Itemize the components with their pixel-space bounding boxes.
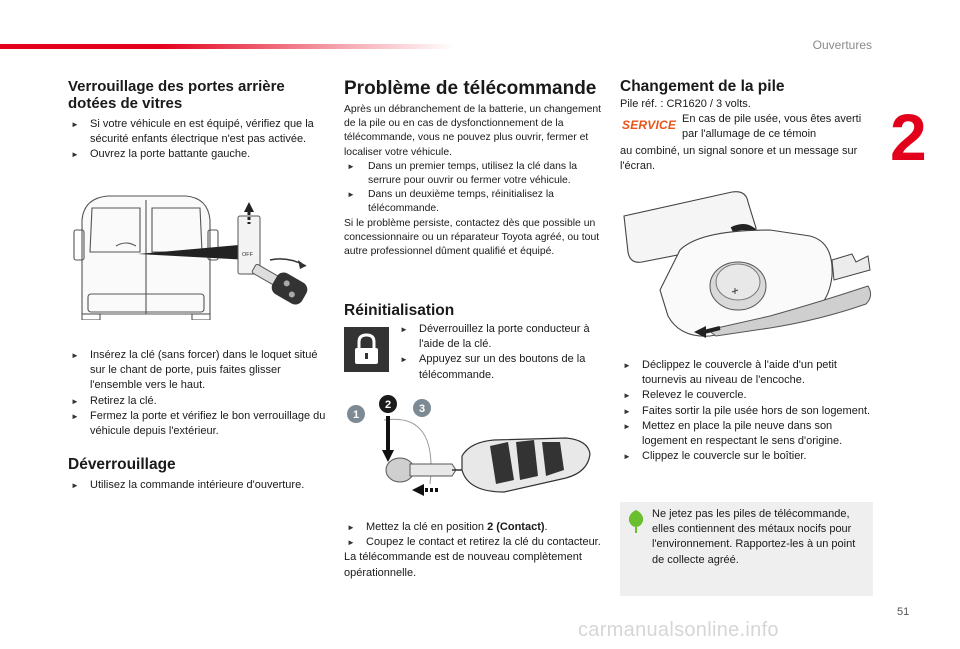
list-item: ► Dans un premier temps, utilisez la clé dans la serrure pour ouvrir ou fermer votre véhicule. xyxy=(344,160,602,188)
off-label: OFF xyxy=(242,252,253,258)
list-item: ► Ouvrez la porte battante gauche. xyxy=(68,147,326,162)
outro-paragraph: Si le problème persiste, contactez dès que possible un concessionnaire ou un réparateur Toyota agréé, ou tout autre professionnel dûment qualifié et équipé. xyxy=(344,217,600,258)
list-item: ► Insérez la clé (sans forcer) dans le loquet situé sur le chant de porte, puis faites glisser l'ensemble vers le haut. xyxy=(68,348,326,394)
reset-final-text xyxy=(344,520,602,581)
list-item: ► Si votre véhicule en est équipé, vérifiez que la sécurité enfants électrique n'est pas activée. xyxy=(68,117,326,147)
battery-steps xyxy=(620,358,875,464)
list-item: ► Utilisez la commande intérieure d'ouverture. xyxy=(68,478,326,493)
step-2-label: 2 xyxy=(384,399,392,411)
list-item: ► Faites sortir la pile usée hors de son logement. xyxy=(620,404,875,419)
list-item: ► Coupez le contact et retirez la clé du contacteur. xyxy=(344,535,602,550)
bullet-prefix: Mettez la clé en position xyxy=(366,521,488,533)
key-insert-steps xyxy=(68,348,326,439)
service-text: En cas de pile usée, vous êtes averti par l'allumage de ce témoin xyxy=(682,113,862,141)
list-item: ► Dans un deuxième temps, réinitialisez la télécommande. xyxy=(344,188,602,216)
section-heading-rear-doors xyxy=(68,78,328,112)
step-1-label: 1 xyxy=(352,409,360,421)
bullet-suffix: . xyxy=(544,521,548,533)
section-heading-battery: Changement de la pile xyxy=(620,78,785,95)
step-3-label: 3 xyxy=(418,403,426,415)
list-item: ► Retirez la clé. xyxy=(68,394,326,409)
list-item: ► Appuyez sur un des boutons de la télécommande. xyxy=(397,352,602,382)
remote-battery-illustration xyxy=(620,190,875,340)
leaf-icon xyxy=(626,508,646,534)
chapter-number: 2 xyxy=(890,100,927,174)
final-paragraph: La télécommande est de nouveau complètement opérationnelle. xyxy=(344,551,582,579)
section-heading-remote-problem: Problème de télécommande xyxy=(344,78,597,99)
bullet-bold: 2 (Contact) xyxy=(487,521,545,533)
list-item: ► Déverrouillez la porte conducteur à l'aide de la clé. xyxy=(397,322,602,352)
van-rear-lock-illustration xyxy=(68,190,330,320)
rear-door-steps xyxy=(68,117,326,163)
remote-problem-text xyxy=(344,103,602,259)
service-text-cont: au combiné, un signal sonore et un message sur l'écran. xyxy=(620,145,858,173)
intro-paragraph: Après un débranchement de la batterie, un changement de la pile ou en cas de dysfonctionnement de la télécommande, vous ne pouvez plus ouvrir, fermer et localiser votre véhicule. xyxy=(344,104,602,158)
battery-ref: Pile réf. : CR1620 / 3 volts. xyxy=(620,98,751,110)
reset-steps xyxy=(397,322,602,383)
header-accent-bar xyxy=(0,44,455,49)
service-warning-icon: SERVICE xyxy=(622,118,677,132)
list-item: ► Mettez en place la pile neuve dans son logement en respectant le sens d'origine. xyxy=(620,419,875,449)
ignition-key-illustration xyxy=(344,392,602,510)
environment-tip-text: Ne jetez pas les piles de télécommande, elles contiennent des métaux nocifs pour l'environnement. Rapportez-les à un point de collecte agréé. xyxy=(652,508,856,566)
watermark: carmanualsonline.info xyxy=(578,619,779,641)
list-item xyxy=(344,520,602,535)
heading-line: Verrouillage des portes arrière xyxy=(68,78,285,95)
list-item: ► Déclippez le couvercle à l'aide d'un petit tournevis au niveau de l'encoche. xyxy=(620,358,875,388)
list-item: ► Clippez le couvercle sur le boîtier. xyxy=(620,449,875,464)
section-heading-reset: Réinitialisation xyxy=(344,302,455,319)
list-item: ► Relevez le couvercle. xyxy=(620,388,875,403)
padlock-icon xyxy=(344,327,389,372)
list-item: ► Fermez la porte et vérifiez le bon verrouillage du véhicule depuis l'extérieur. xyxy=(68,409,326,439)
chapter-title: Ouvertures xyxy=(812,38,872,52)
heading-line: dotées de vitres xyxy=(68,95,183,112)
page-number: 51 xyxy=(897,606,910,618)
section-heading-unlocking: Déverrouillage xyxy=(68,456,176,473)
unlocking-steps xyxy=(68,478,326,493)
